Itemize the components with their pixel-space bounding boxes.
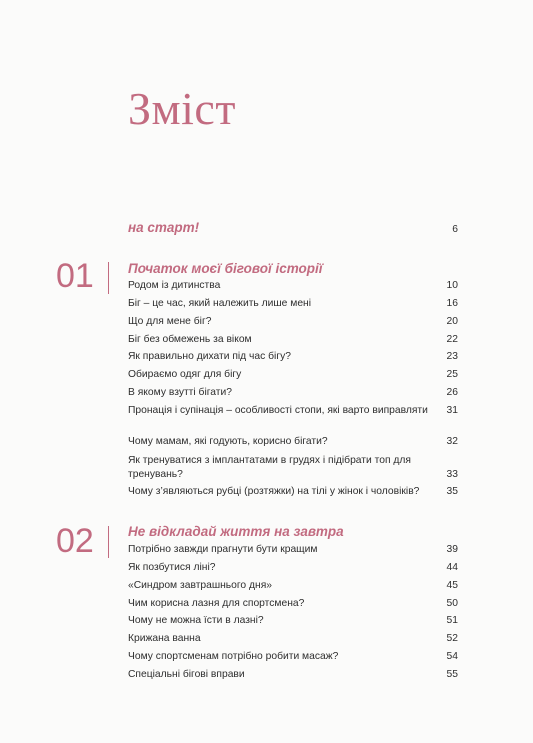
toc-page-number: 44 <box>446 562 458 573</box>
toc-page-number: 20 <box>446 316 458 327</box>
toc-item[interactable] <box>128 561 458 575</box>
toc-item-title: Потрібно завжди прагнути бути кращим <box>128 544 318 555</box>
toc-page-number: 50 <box>446 598 458 609</box>
toc-page-number: 32 <box>446 436 458 447</box>
toc-item-title: Як тренуватися з імплантатами в грудях і підібрати топ для тренувань? <box>128 455 411 480</box>
toc-item-title: Родом із дитинства <box>128 280 221 291</box>
toc-page-number: 35 <box>446 486 458 497</box>
toc-item-title: В якому взутті бігати? <box>128 387 232 398</box>
toc-item[interactable] <box>128 597 458 611</box>
toc-page-number: 10 <box>446 280 458 291</box>
toc-page-number: 22 <box>446 334 458 345</box>
section-number: 01 <box>56 257 94 295</box>
toc-page-number: 25 <box>446 369 458 380</box>
toc-item[interactable] <box>128 614 458 628</box>
toc-item[interactable] <box>128 543 458 557</box>
toc-page-number: 31 <box>446 405 458 416</box>
toc-page-number: 45 <box>446 580 458 591</box>
toc-item-title: Чому не можна їсти в лазні? <box>128 615 264 626</box>
toc-page-number: 6 <box>452 224 458 235</box>
toc-start-label: на старт! <box>128 220 200 235</box>
toc-item[interactable] <box>128 579 458 593</box>
toc-item-title: Як правильно дихати під час бігу? <box>128 351 291 362</box>
toc-page-number: 51 <box>446 615 458 626</box>
toc-start-entry[interactable] <box>128 220 458 236</box>
toc-page-number: 52 <box>446 633 458 644</box>
toc-item-title: Крижана ванна <box>128 633 201 644</box>
toc-page-number: 26 <box>446 387 458 398</box>
toc-page-number: 33 <box>446 469 458 480</box>
toc-item-title: «Синдром завтрашнього дня» <box>128 580 273 591</box>
toc-item-title: Чому спортсменам потрібно робити масаж? <box>128 651 339 662</box>
toc-item[interactable] <box>128 668 458 682</box>
toc-page-number: 55 <box>446 669 458 680</box>
toc-item[interactable] <box>128 333 458 347</box>
toc-item-title: Чому мамам, які годують, корисно бігати? <box>128 436 328 447</box>
section-heading[interactable]: Початок моєї бігової історії <box>128 261 323 276</box>
toc-item[interactable] <box>128 386 458 400</box>
toc-page-number: 23 <box>446 351 458 362</box>
toc-item[interactable] <box>128 368 458 382</box>
toc-page-number: 39 <box>446 544 458 555</box>
toc-page-number: 16 <box>446 298 458 309</box>
toc-item[interactable] <box>128 435 458 449</box>
toc-item-title: Як позбутися ліні? <box>128 562 216 573</box>
toc-item-title: Спеціальні бігові вправи <box>128 669 245 680</box>
toc-item-title: Біг без обмежень за віком <box>128 334 252 345</box>
section-number: 02 <box>56 522 94 560</box>
toc-item[interactable] <box>128 454 458 482</box>
toc-item[interactable] <box>128 404 458 418</box>
toc-item[interactable] <box>128 350 458 364</box>
toc-item-title: Чим корисна лазня для спортсмена? <box>128 598 305 609</box>
toc-item-title: Пронація і супінація – особливості стопи, які варто виправляти <box>128 405 428 416</box>
section-divider <box>108 526 109 558</box>
section-divider <box>108 262 109 294</box>
toc-item[interactable] <box>128 315 458 329</box>
toc-item-title: Чому з’являються рубці (розтяжки) на тілі у жінок і чоловіків? <box>128 486 420 497</box>
section-heading[interactable]: Не відкладай життя на завтра <box>128 524 344 539</box>
toc-page-number: 54 <box>446 651 458 662</box>
toc-item[interactable] <box>128 297 458 311</box>
toc-item[interactable] <box>128 279 458 293</box>
toc-item-title: Біг – це час, який належить лише мені <box>128 298 312 309</box>
toc-item[interactable] <box>128 632 458 646</box>
toc-item-title: Обираємо одяг для бігу <box>128 369 242 380</box>
toc-item[interactable] <box>128 485 458 499</box>
toc-item-title: Що для мене біг? <box>128 316 212 327</box>
page-title: Зміст <box>128 83 236 134</box>
toc-item[interactable] <box>128 650 458 664</box>
